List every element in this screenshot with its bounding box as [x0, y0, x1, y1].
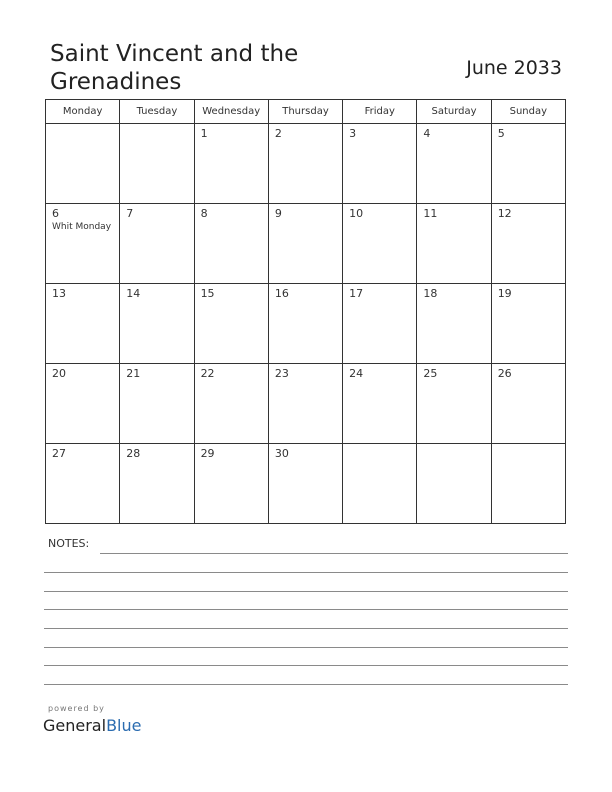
- day-number: 28: [126, 447, 141, 460]
- day-number: 22: [200, 367, 215, 380]
- day-number: 27: [52, 447, 66, 460]
- day-cell: [417, 124, 491, 204]
- day-cell: [194, 124, 268, 204]
- day-cell: [417, 444, 491, 524]
- note-line: [44, 684, 568, 685]
- day-number: 10: [349, 207, 364, 220]
- weekday-header-row: [46, 100, 566, 124]
- day-number: 17: [349, 287, 364, 300]
- brand-part-blue: Blue: [106, 716, 142, 735]
- week-row: [46, 444, 566, 524]
- weekday-header: Friday: [343, 100, 417, 124]
- day-cell: [120, 444, 194, 524]
- day-number: 24: [349, 367, 364, 380]
- day-cell: [120, 284, 194, 364]
- day-number: 8: [200, 207, 208, 220]
- day-cell: [268, 364, 342, 444]
- day-cell: [491, 204, 565, 284]
- day-cell: [46, 284, 120, 364]
- calendar-country-title: Saint Vincent and the Grenadines: [50, 41, 299, 95]
- day-cell: [120, 204, 194, 284]
- week-row: [46, 364, 566, 444]
- day-number: 26: [497, 367, 512, 380]
- powered-by-text: powered by: [48, 704, 105, 713]
- day-cell: [268, 444, 342, 524]
- day-number: 5: [497, 127, 505, 140]
- day-cell: [46, 124, 120, 204]
- week-row: [46, 124, 566, 204]
- day-number: 16: [274, 287, 289, 300]
- day-cell: [46, 444, 120, 524]
- day-number: 30: [274, 447, 289, 460]
- day-number: 7: [126, 207, 134, 220]
- calendar-month-year: June 2033: [466, 57, 562, 79]
- day-number: 3: [349, 127, 357, 140]
- day-cell: [194, 444, 268, 524]
- day-number: 1: [200, 127, 208, 140]
- generalblue-logo: [43, 716, 141, 735]
- day-number: 11: [423, 207, 438, 220]
- day-cell: [491, 124, 565, 204]
- day-number: 15: [200, 287, 215, 300]
- day-number: 2: [274, 127, 282, 140]
- notes-label: NOTES:: [48, 537, 90, 550]
- day-number: 19: [497, 287, 512, 300]
- day-cell: [417, 284, 491, 364]
- day-cell: [268, 204, 342, 284]
- day-cell: [194, 284, 268, 364]
- day-number: 14: [126, 287, 141, 300]
- day-number: 25: [423, 367, 438, 380]
- weekday-header: Tuesday: [120, 100, 194, 124]
- day-number: 6: [52, 207, 59, 220]
- weekday-header: Monday: [46, 100, 120, 124]
- day-cell: [268, 124, 342, 204]
- calendar-grid: [45, 99, 566, 524]
- day-cell: [120, 364, 194, 444]
- week-row: [46, 284, 566, 364]
- day-cell: [343, 284, 417, 364]
- day-number: 18: [423, 287, 438, 300]
- day-cell: [120, 124, 194, 204]
- day-cell: [194, 204, 268, 284]
- day-number: 20: [52, 367, 66, 380]
- note-line: [44, 572, 568, 573]
- day-cell: [417, 364, 491, 444]
- note-line: [44, 609, 568, 610]
- day-number: 12: [497, 207, 512, 220]
- week-row: [46, 204, 566, 284]
- day-number: 23: [274, 367, 289, 380]
- day-cell: [491, 284, 565, 364]
- day-cell: [194, 364, 268, 444]
- day-cell: [343, 364, 417, 444]
- day-number: 4: [423, 127, 431, 140]
- brand-part-general: General: [43, 716, 107, 735]
- note-line: [44, 628, 568, 629]
- day-cell: [46, 364, 120, 444]
- weekday-header: Thursday: [268, 100, 342, 124]
- day-cell: [343, 444, 417, 524]
- note-line: [100, 553, 568, 554]
- day-cell: [491, 444, 565, 524]
- weekday-header: Wednesday: [194, 100, 268, 124]
- note-line: [44, 591, 568, 592]
- note-line: [44, 647, 568, 648]
- day-cell: [343, 204, 417, 284]
- day-cell: [268, 284, 342, 364]
- holiday-label: Whit Monday: [52, 222, 112, 232]
- day-number: 13: [52, 287, 66, 300]
- day-cell: [343, 124, 417, 204]
- weekday-header: Saturday: [417, 100, 491, 124]
- day-number: 21: [126, 367, 141, 380]
- day-cell: [46, 204, 120, 284]
- weekday-header: Sunday: [491, 100, 565, 124]
- day-number: 29: [200, 447, 215, 460]
- note-line: [44, 665, 568, 666]
- day-number: 9: [274, 207, 282, 220]
- day-cell: [491, 364, 565, 444]
- day-cell: [417, 204, 491, 284]
